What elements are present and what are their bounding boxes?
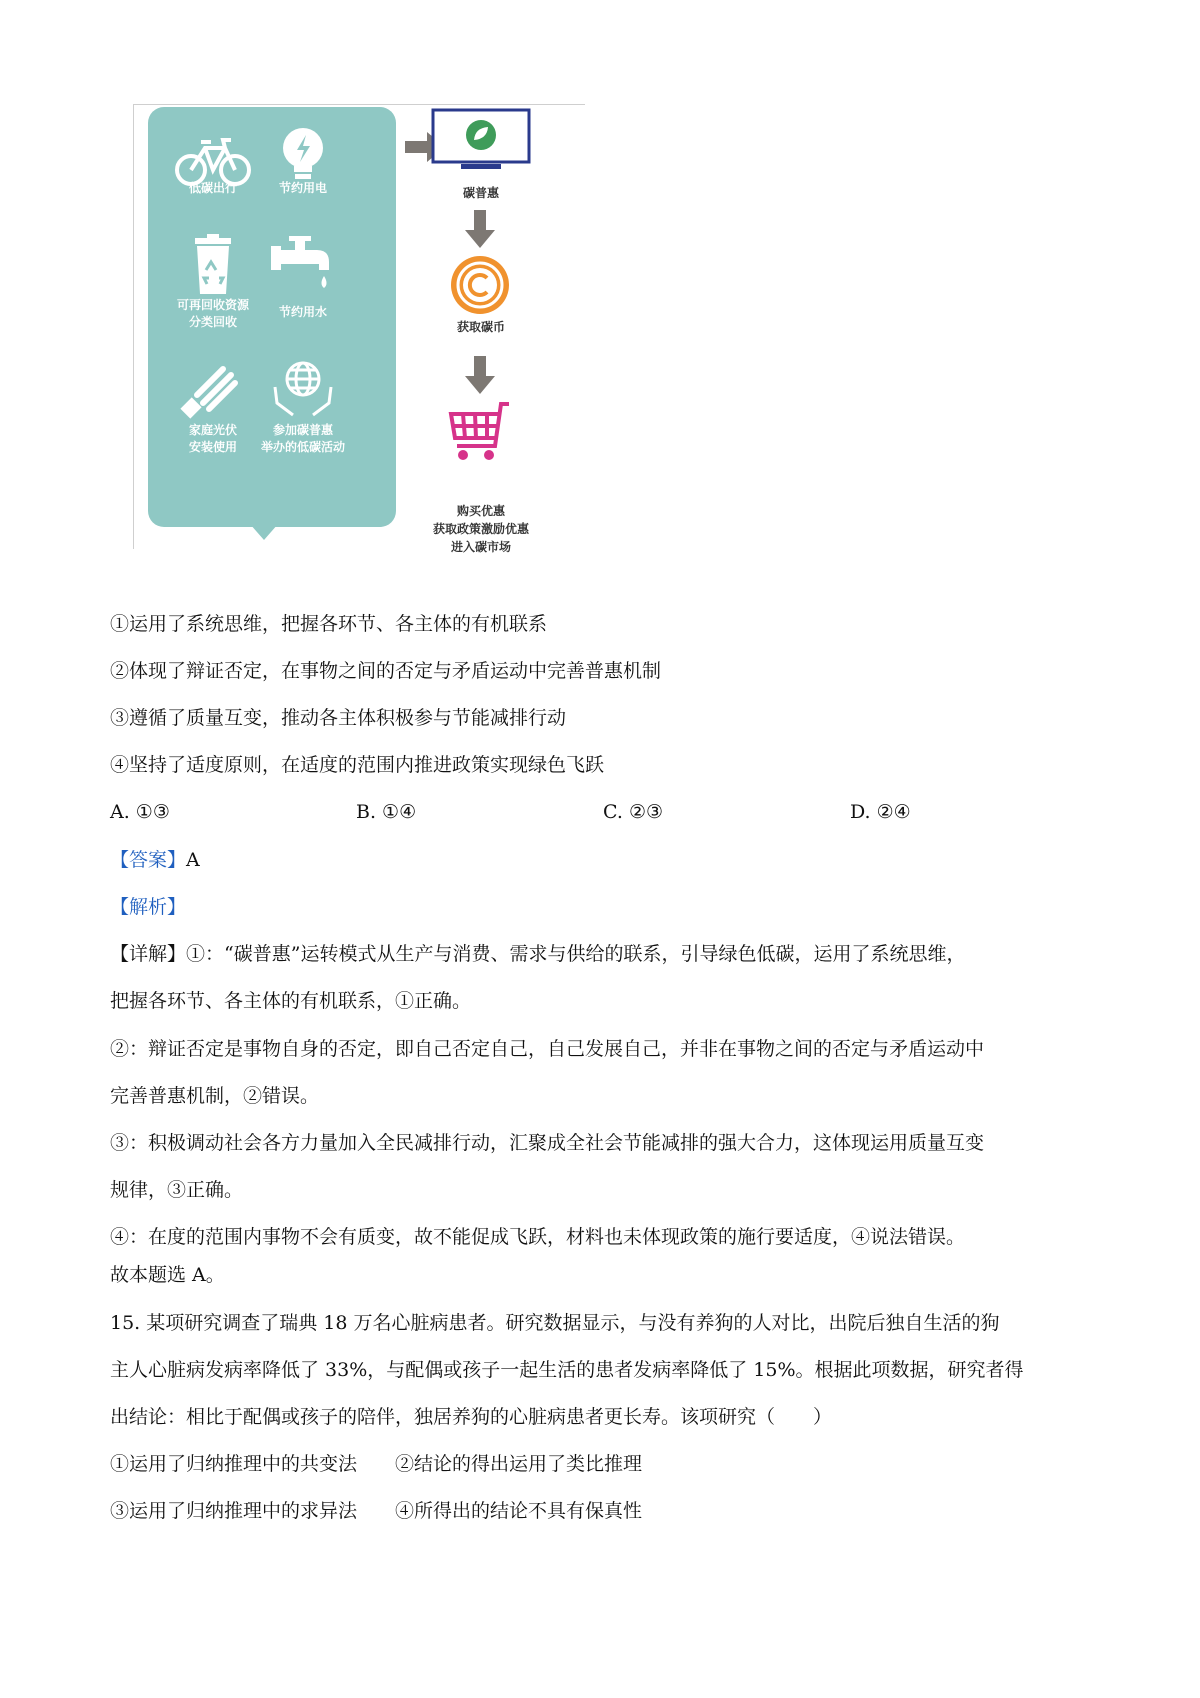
statement-4: ④坚持了适度原则，在适度的范围内推进政策实现绿色飞跃 — [110, 754, 605, 776]
tile-label-low-carbon-travel: 低碳出行 — [188, 181, 237, 195]
flow-label-carbon-inclusion: 碳普惠 — [462, 186, 499, 200]
flow-label-obtain-carbon-coins: 获取碳币 — [456, 320, 505, 334]
analysis-heading — [110, 894, 186, 920]
answer-line — [110, 847, 200, 873]
answer-label: 答案 — [129, 849, 168, 871]
question-15-statements-2: ③运用了归纳推理中的求异法 ④所得出的结论不具有保真性 — [110, 1500, 643, 1522]
detail-line-6: 规律，③正确。 — [110, 1179, 244, 1201]
shopping-cart-icon — [443, 400, 517, 464]
detail-bracket-close: 】 — [167, 943, 187, 965]
figure-border-left — [133, 104, 134, 549]
answer-bracket-open: 【 — [110, 849, 130, 871]
question-15-line-1: 15. 某项研究调查了瑞典 18 万名心脏病患者。研究数据显示，与没有养狗的人对比，出院后独自生活的狗 — [110, 1312, 1000, 1334]
water-tap-icon — [263, 232, 343, 294]
statement-1: ①运用了系统思维，把握各环节、各主体的有机联系 — [110, 613, 548, 635]
option-d: D. ②④ — [850, 801, 911, 823]
answer-bracket-close: 】 — [167, 849, 187, 871]
tile-label-save-water: 节约用水 — [278, 305, 327, 319]
question-15-line-2: 主人心脏病发病率降低了 33%，与配偶或孩子一起生活的患者发病率降低了 15%。根据此项数据，研究者得 — [110, 1359, 1024, 1381]
statement-2: ②体现了辩证否定，在事物之间的否定与矛盾运动中完善普惠机制 — [110, 660, 662, 682]
figure-border-top — [133, 104, 585, 105]
monitor-leaf-icon — [431, 108, 531, 172]
carbon-coin-icon — [449, 254, 511, 316]
detail-line-4: 完善普惠机制，②错误。 — [110, 1085, 320, 1107]
option-a: A. ①③ — [110, 801, 170, 823]
panel-pointer — [250, 524, 278, 540]
detail-line-1 — [110, 941, 965, 967]
question-15-statements-1: ①运用了归纳推理中的共变法 ②结论的得出运用了类比推理 — [110, 1453, 643, 1475]
statement-3: ③遵循了质量互变，推动各主体积极参与节能减排行动 — [110, 707, 567, 729]
tile-label-recycling: 可再回收资源 分类回收 — [176, 298, 249, 329]
detail-label: 详解 — [129, 943, 168, 965]
detail-line-3: ②：辩证否定是事物自身的否定，即自己否定自己，自己发展自己，并非在事物之间的否定与矛盾运动中 — [110, 1038, 985, 1060]
detail-text: ①：“碳普惠”运转模式从生产与消费、需求与供给的联系，引导绿色低碳，运用了系统思维， — [186, 943, 966, 965]
energy-saving-bulb-icon — [173, 359, 253, 421]
analysis-bracket-close: 】 — [167, 896, 187, 918]
detail-line-8: 故本题选 A。 — [110, 1264, 225, 1286]
tile-label-home-solar: 家庭光伏 安装使用 — [188, 423, 237, 454]
globe-hands-icon — [263, 357, 343, 419]
arrow-down-icon — [465, 356, 495, 394]
option-c: C. ②③ — [603, 801, 664, 823]
recycle-bin-icon — [173, 234, 253, 296]
tile-label-join-activities: 参加碳普惠 举办的低碳活动 — [260, 423, 345, 454]
analysis-bracket-open: 【 — [110, 896, 130, 918]
flow-label-purchase-benefits: 购买优惠 获取政策激励优惠 进入碳市场 — [432, 504, 529, 554]
carbon-inclusion-figure — [133, 104, 593, 559]
detail-line-7: ④：在度的范围内事物不会有质变，故不能促成飞跃，材料也未体现政策的施行要适度，④说法错误。 — [110, 1226, 966, 1248]
lightbulb-icon — [263, 124, 343, 186]
detail-line-5: ③：积极调动社会各方力量加入全民减排行动，汇聚成全社会节能减排的强大合力，这体现运用质量互变 — [110, 1132, 985, 1154]
option-b: B. ①④ — [356, 801, 417, 823]
question-15-line-3: 出结论：相比于配偶或孩子的陪伴，独居养狗的心脏病患者更长寿。该项研究（ ） — [110, 1406, 833, 1428]
detail-bracket-open: 【 — [110, 943, 130, 965]
tile-label-save-electricity: 节约用电 — [278, 181, 327, 195]
analysis-label: 解析 — [129, 896, 168, 918]
detail-line-2: 把握各环节、各主体的有机联系，①正确。 — [110, 990, 472, 1012]
answer-value: A — [186, 849, 200, 871]
arrow-down-icon — [465, 210, 495, 248]
